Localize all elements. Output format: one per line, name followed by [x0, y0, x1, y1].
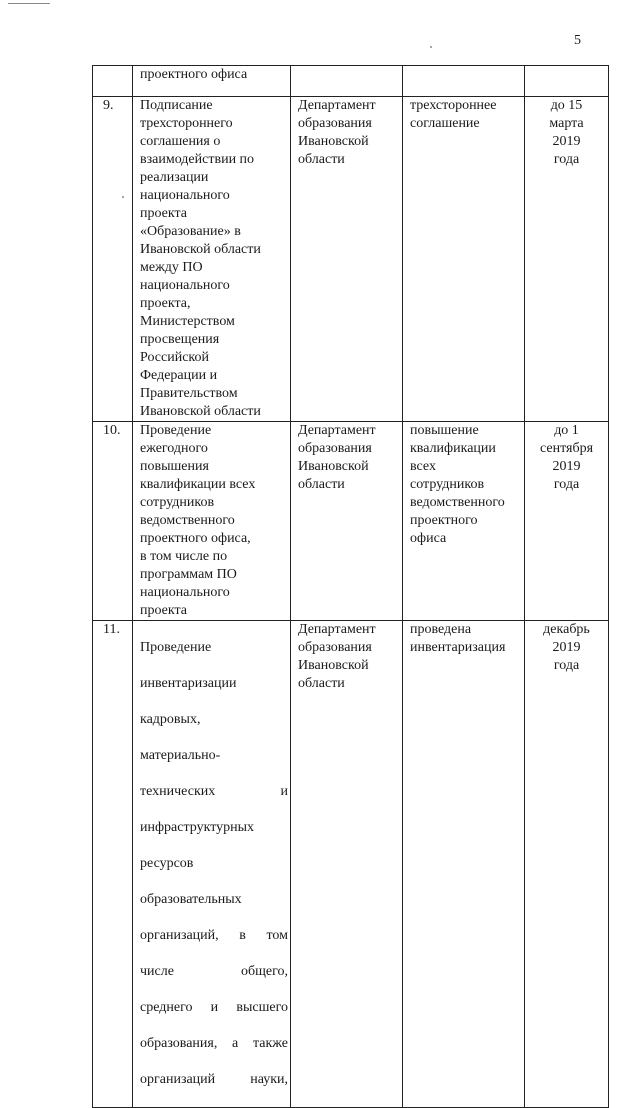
activity-line: ресурсов: [140, 856, 194, 871]
scan-edge-mark: [8, 3, 50, 4]
activity-line: кадровых,: [140, 712, 201, 727]
activity-line: инфраструктурных: [140, 820, 255, 835]
activity-line: материально-: [140, 748, 221, 763]
responsible-cell: Департамент образования Ивановской области: [291, 621, 403, 1108]
activity-line: организаций, в том: [140, 928, 288, 943]
activity-cell: [133, 621, 291, 1108]
row-number-cell: 9.: [93, 97, 133, 422]
table-row: [93, 422, 609, 621]
result-cell: трехстороннее соглашение: [403, 97, 525, 422]
responsible-cell: Департамент образования Ивановской области: [291, 97, 403, 422]
row-number-cell: 10.: [93, 422, 133, 621]
activity-line: среднего и высшего: [140, 1000, 288, 1015]
activity-line: образовательных: [140, 892, 242, 907]
table-row: [93, 66, 609, 97]
activity-cell: Проведение ежегодного повышения квалификации всех сотрудников ведомственного проектного офиса, в том числе по программам ПО национального проекта: [133, 422, 291, 621]
deadline-cell: декабрь 2019 года: [525, 621, 609, 1108]
deadline-cell: до 1 сентября 2019 года: [525, 422, 609, 621]
deadline-cell: до 15 марта 2019 года: [525, 97, 609, 422]
activity-cell: проектного офиса: [133, 66, 291, 97]
activity-line: организаций науки,: [140, 1072, 288, 1087]
deadline-cell: [525, 66, 609, 97]
activity-line: инвентаризации: [140, 676, 237, 691]
responsible-cell: Департамент образования Ивановской области: [291, 422, 403, 621]
result-cell: повышение квалификации всех сотрудников ведомственного проектного офиса: [403, 422, 525, 621]
responsible-cell: [291, 66, 403, 97]
table-row: [93, 621, 609, 1108]
table-row: [93, 97, 609, 422]
row-number-cell: 11.: [93, 621, 133, 1108]
activity-line: технических и: [140, 784, 288, 799]
activity-line: Проведение: [140, 640, 212, 655]
result-cell: проведена инвентаризация: [403, 621, 525, 1108]
result-cell: [403, 66, 525, 97]
scan-speck: [430, 46, 432, 48]
activity-line: числе общего,: [140, 964, 288, 979]
page-number: 5: [574, 33, 581, 48]
activity-cell: Подписание трехстороннего соглашения о взаимодействии по реализации национального проекта «Образование» в Ивановской области между ПО национального проекта, Министерством просвещения Российской Федерации и Правительством Ивановской области: [133, 97, 291, 422]
activities-table: [92, 65, 609, 1108]
activity-line: образования, а также: [140, 1036, 288, 1051]
row-number-cell: [93, 66, 133, 97]
